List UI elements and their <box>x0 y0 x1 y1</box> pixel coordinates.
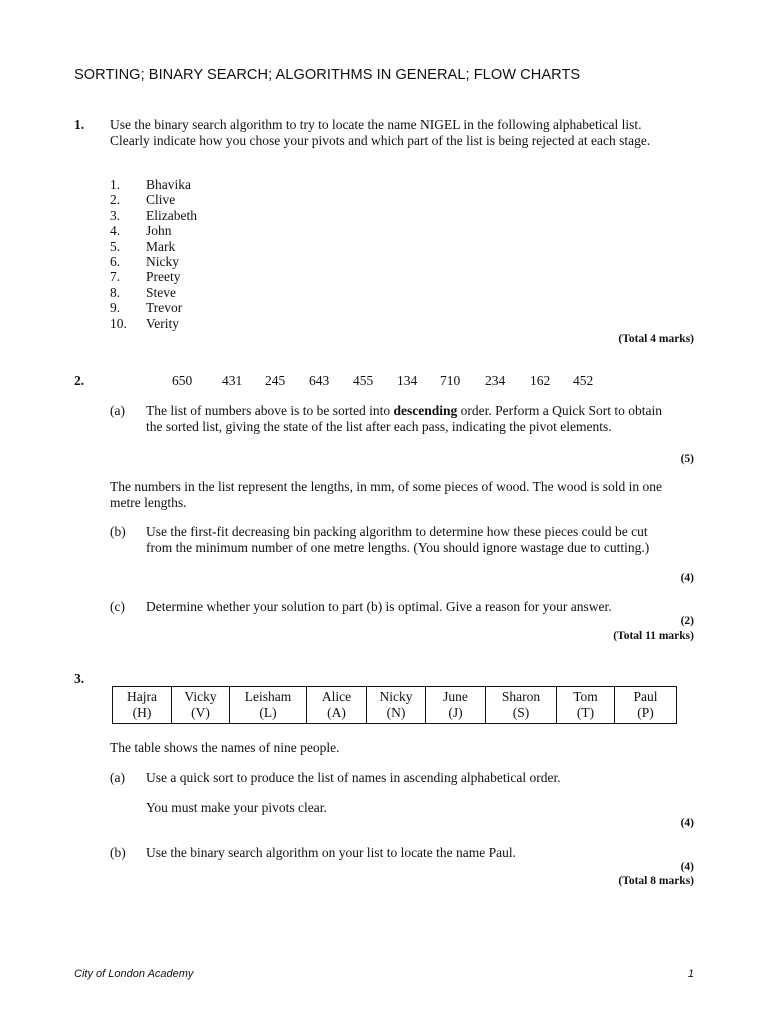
people-table-row <box>113 687 677 724</box>
name-list-item-name: Steve <box>146 284 176 300</box>
name-list-item-number: 4. <box>110 223 121 239</box>
wood-length-value: 162 <box>530 373 551 388</box>
wood-length-value: 431 <box>222 373 243 388</box>
wood-length-value: 452 <box>573 373 594 388</box>
name-list-item-number: 9. <box>110 300 121 316</box>
page-title: SORTING; BINARY SEARCH; ALGORITHMS IN GENERAL; FLOW CHARTS <box>74 67 581 83</box>
question-3a-label: (a) <box>110 770 125 785</box>
wood-length-value: 234 <box>485 373 506 388</box>
name-list-item-name: Mark <box>146 238 176 254</box>
name-list-item-name: Verity <box>146 315 179 331</box>
name-list-item-number: 3. <box>110 207 121 223</box>
person-name: Nicky <box>379 689 413 704</box>
question-2-intro: The numbers in the list represent the lengths, in mm, of some pieces of wood. The wood is sold in one metre lengths. <box>110 479 663 510</box>
wood-length-value: 245 <box>265 373 286 388</box>
question-3-total-marks: (Total 8 marks) <box>618 875 694 887</box>
person-cell <box>172 687 230 724</box>
question-1-text: Use the binary search algorithm to try to locate the name NIGEL in the following alphabetical list. Clearly indicate how you chose your pivots and which part of the list is being rejected at each stage. <box>110 117 651 148</box>
person-cell <box>557 687 615 724</box>
question-3a-text: Use a quick sort to produce the list of names in ascending alphabetical order. <box>146 770 561 785</box>
name-list-item <box>110 285 310 301</box>
question-2b-marks: (4) <box>680 572 694 584</box>
person-cell <box>426 687 486 724</box>
person-cell <box>230 687 307 724</box>
name-list-item <box>110 239 310 255</box>
name-list-item-name: Nicky <box>146 254 179 269</box>
name-list-item-name: Preety <box>146 269 181 285</box>
question-2a-label: (a) <box>110 403 125 418</box>
person-cell <box>307 687 367 724</box>
name-list-item-name: Bhavika <box>146 177 191 192</box>
person-name: Sharon <box>501 689 541 704</box>
person-cell <box>113 687 172 724</box>
name-list-item-name: Trevor <box>146 300 183 316</box>
person-name: Vicky <box>184 689 217 704</box>
question-3b-marks: (4) <box>680 861 694 873</box>
name-list-item <box>110 254 310 270</box>
person-cell <box>486 687 557 724</box>
question-3b-text: Use the binary search algorithm on your list to locate the name Paul. <box>146 845 517 860</box>
name-list-item <box>110 269 310 285</box>
name-list-item-number: 5. <box>110 238 121 254</box>
name-list-item-number: 7. <box>110 269 121 285</box>
question-2c-label: (c) <box>110 599 125 614</box>
question-2c-marks: (2) <box>680 615 694 627</box>
wood-length-value: 710 <box>440 373 461 388</box>
question-1-name-list <box>0 177 768 337</box>
person-name: Alice <box>321 689 352 704</box>
question-3b-label: (b) <box>110 845 126 860</box>
question-3a-marks: (4) <box>680 817 694 829</box>
question-2b-text: Use the first-fit decreasing bin packing algorithm to determine how these pieces could be cut from the minimum number of one metre lengths. (You should ignore wastage due to cutting.) <box>146 524 650 555</box>
person-name: Tom <box>573 689 598 704</box>
person-code: (L) <box>259 704 277 720</box>
name-list-item-number: 8. <box>110 284 121 300</box>
name-list-item-number: 6. <box>110 254 121 269</box>
person-code: (J) <box>448 704 463 720</box>
person-name: Paul <box>633 689 658 704</box>
person-code: (S) <box>512 704 530 720</box>
wood-length-value: 650 <box>172 373 193 388</box>
question-1-number: 1. <box>74 117 85 132</box>
name-list-item <box>110 223 310 239</box>
question-2a-text-end: order. Perform a Quick Sort to obtain the sorted list, giving the state of the list after each pass, indicating the pivot elements. <box>146 403 662 434</box>
wood-length-value: 455 <box>353 373 374 388</box>
question-3-intro: The table shows the names of nine people. <box>110 740 340 755</box>
question-2c-text: Determine whether your solution to part (b) is optimal. Give a reason for your answer. <box>146 599 612 614</box>
question-2a-text <box>146 403 666 434</box>
name-list-item-name: John <box>146 223 172 239</box>
person-name: June <box>443 689 468 704</box>
wood-length-value: 134 <box>397 373 418 388</box>
person-cell <box>367 687 426 724</box>
question-3a-text-2: You must make your pivots clear. <box>146 800 327 815</box>
name-list-item <box>110 208 310 224</box>
people-table <box>112 686 677 724</box>
name-list-item-number: 2. <box>110 192 121 208</box>
question-3-number: 3. <box>74 671 85 686</box>
person-code: (N) <box>386 704 406 720</box>
name-list-item <box>110 316 310 332</box>
name-list-item <box>110 192 310 208</box>
person-code: (P) <box>637 704 654 720</box>
name-list-item-number: 10. <box>110 315 127 331</box>
name-list-item <box>110 177 310 193</box>
person-code: (H) <box>132 704 152 720</box>
footer-school-name: City of London Academy <box>74 968 194 980</box>
name-list-item-name: Elizabeth <box>146 207 197 223</box>
question-2-total-marks: (Total 11 marks) <box>613 630 694 642</box>
footer-page-number: 1 <box>687 968 694 980</box>
question-1-total-marks: (Total 4 marks) <box>618 333 694 345</box>
question-2b-label: (b) <box>110 524 126 539</box>
person-name: Hajra <box>127 689 157 704</box>
question-2-number: 2. <box>74 373 85 388</box>
question-2a-marks: (5) <box>680 453 694 465</box>
name-list-item <box>110 300 310 316</box>
question-2a-text-start: The list of numbers above is to be sorted into <box>146 403 394 418</box>
person-cell <box>615 687 677 724</box>
person-code: (V) <box>191 704 210 720</box>
person-name: Leisham <box>244 689 292 704</box>
question-2a-emphasis: descending <box>393 403 458 418</box>
person-code: (T) <box>576 704 595 720</box>
wood-length-value: 643 <box>309 373 330 388</box>
name-list-item-name: Clive <box>146 192 176 208</box>
name-list-item-number: 1. <box>110 177 121 192</box>
person-code: (A) <box>327 704 346 720</box>
question-2-number-list <box>0 373 768 389</box>
